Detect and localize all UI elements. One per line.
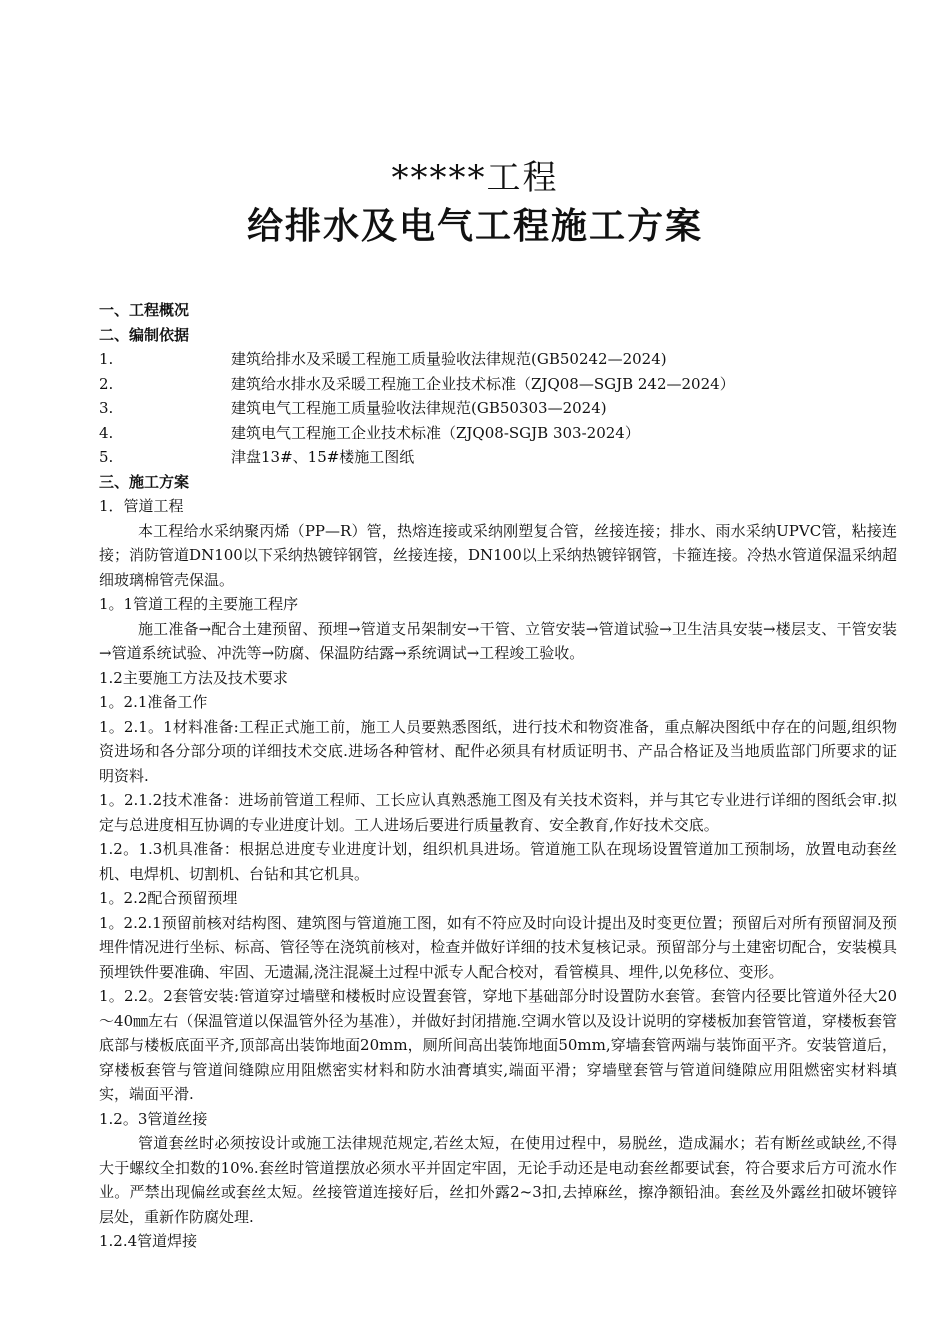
paragraph-material-prep: 1。2.1。1材料准备:工程正式施工前，施工人员要熟悉图纸，进行技术和物资准备，重点解决图纸中存在的问题,组织物资进场和各分部分项的详细技术交底.进场各种管材、配件必须具有材质证明书、产品合格证及当地质监部门所要求的证明资料.: [99, 717, 897, 785]
reference-number: 1.: [99, 350, 114, 368]
paragraph-procedure: 施工准备→配合土建预留、预埋→管道支吊架制安→干管、立管安装→管道试验→卫生洁具安装→楼层支、干管安装→管道系统试验、冲洗等→防腐、保温防结露→系统调试→工程竣工验收。: [99, 619, 897, 662]
reference-text: 津盘13#、15#楼施工图纸: [231, 448, 415, 466]
reference-item: [99, 396, 897, 421]
reference-number: 5.: [99, 448, 114, 466]
reference-item: [99, 445, 897, 470]
subheading-pipe-works: 1．管道工程: [99, 497, 184, 515]
reference-number: 4.: [99, 423, 114, 442]
document-title-main: 给排水及电气工程施工方案: [246, 205, 703, 247]
reference-text: 建筑给水排水及采暖工程施工企业技术标准（ZJQ08—SGJB 242—2024）: [231, 374, 735, 393]
reference-item: [99, 372, 897, 397]
paragraph-sleeve-installation: 1。2.2。2套管安装:管道穿过墙壁和楼板时应设置套管，穿地下基础部分时设置防水套管。套管内径要比管道外径大20～40㎜左右（保温管道以保温管外径为基准），并做好封闭措施.空调水管以及设计说明的穿楼板加套管管道，穿楼板套管底部与楼板底面平齐,顶部高出装饰地面20mm，厕所间高出装饰地面50mm,穿墙套管两端与装饰面平齐。安装管道后，穿楼板套管与管道间缝隙应用阻燃密实材料和防水油膏填实,端面平滑；穿墙壁套管与管道间缝隙应用阻燃密实材料填实，端面平滑.: [99, 987, 897, 1103]
subheading-pipe-welding: 1.2.4管道焊接: [99, 1232, 198, 1250]
reference-text: 建筑电气工程施工质量验收法律规范(GB50303—2024): [231, 399, 607, 417]
reference-text: 建筑电气工程施工企业技术标准（ZJQ08-SGJB 303-2024）: [231, 423, 640, 442]
document-body: [99, 298, 897, 1254]
subheading-methods: 1.2主要施工方法及技术要求: [99, 668, 288, 687]
section-heading-overview: 一、工程概况: [99, 301, 190, 319]
subheading-threaded-connection: 1.2。3管道丝接: [99, 1109, 208, 1128]
paragraph-equipment-prep: 1.2。1.3机具准备：根据总进度专业进度计划，组织机具进场。管道施工队在现场设置管道加工预制场，放置电动套丝机、电焊机、切割机、台钻和其它机具。: [99, 840, 897, 883]
section-heading-basis: 二、编制依据: [99, 325, 190, 344]
reference-number: 3.: [99, 399, 114, 417]
paragraph-reservation-check: 1。2.2.1预留前核对结构图、建筑图与管道施工图，如有不符应及时向设计提出及时变更位置；预留后对所有预留洞及预埋件情况进行坐标、标高、管径等在浇筑前核对，检查并做好详细的技术复核记录。预留部分与土建密切配合，安装模具预埋铁件要准确、牢固、无遗漏,浇注混凝土过程中派专人配合校对，看管模具、埋件,以免移位、变形。: [99, 913, 897, 981]
paragraph-technical-prep: 1。2.1.2技术准备：进场前管道工程师、工长应认真熟悉施工图及有关技术资料，并与其它专业进行详细的图纸会审.拟定与总进度相互协调的专业进度计划。工人进场后要进行质量教育、安全教育,作好技术交底。: [99, 791, 897, 834]
document-title-project: *****工程: [391, 158, 559, 198]
subheading-procedure: 1。1管道工程的主要施工程序: [99, 595, 299, 613]
section-heading-plan: 三、施工方案: [99, 472, 190, 491]
reference-item: [99, 421, 897, 446]
paragraph-pipe-works: 本工程给水采纳聚丙烯（PP—R）管，热熔连接或采纳刚塑复合管，丝接连接；排水、雨水采纳UPVC管，粘接连接；消防管道DN100以下采纳热镀锌钢管，丝接连接，DN100以上采纳热镀锌钢管，卡箍连接。冷热水管道保温采纳超细玻璃棉管壳保温。: [99, 521, 897, 589]
subheading-reserved-embedding: 1。2.2配合预留预埋: [99, 889, 238, 907]
reference-item: [99, 347, 897, 372]
reference-number: 2.: [99, 374, 114, 393]
subheading-preparation: 1。2.1准备工作: [99, 693, 208, 711]
paragraph-threaded-connection: 管道套丝时必须按设计或施工法律规范规定,若丝太短，在使用过程中，易脱丝，造成漏水；若有断丝或缺丝,不得大于螺纹全扣数的10%.套丝时管道摆放必须水平并固定牢固，无论手动还是电动套丝都要试套，符合要求后方可流水作业。严禁出现偏丝或套丝太短。丝接管道连接好后，丝扣外露2~3扣,去掉麻丝，擦净额铅油。套丝及外露丝扣破坏镀锌层处，重新作防腐处理.: [99, 1134, 897, 1226]
reference-text: 建筑给排水及采暖工程施工质量验收法律规范(GB50242—2024): [231, 350, 667, 368]
